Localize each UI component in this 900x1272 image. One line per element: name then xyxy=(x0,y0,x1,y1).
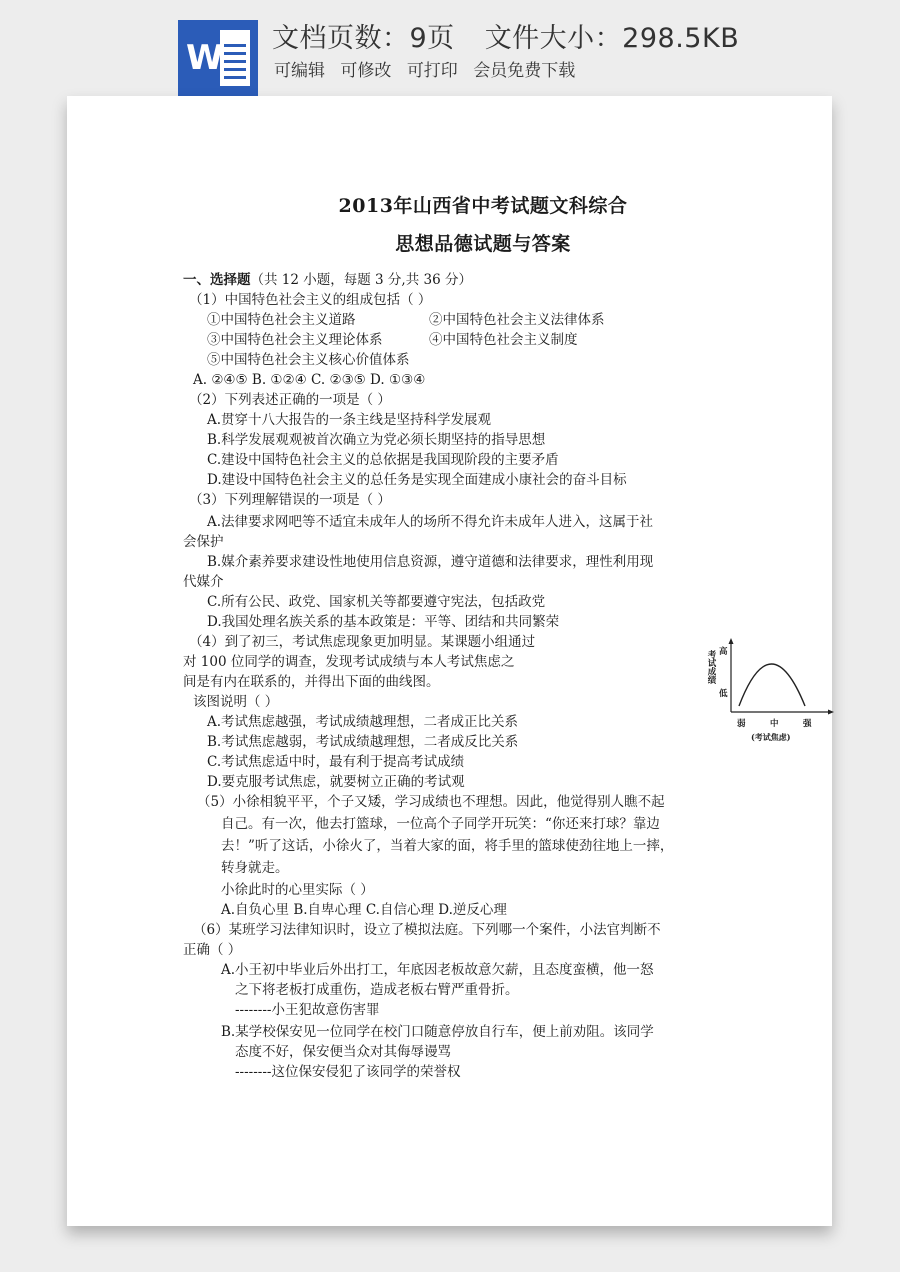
document-banner xyxy=(0,0,900,96)
option-line: ②中国特色社会主义法律体系 xyxy=(429,312,605,328)
question-line: （4）到了初三，考试焦虑现象更加明显。某课题小组通过 xyxy=(189,634,536,650)
doc-title: 2013年山西省中考试题文科综合 xyxy=(338,195,628,217)
option-line: ⑤中国特色社会主义核心价值体系 xyxy=(207,352,410,368)
option-line: D.要克服考试焦虑，就要树立正确的考试观 xyxy=(207,774,465,790)
question-line: 小徐此时的心里实际（ ） xyxy=(221,882,374,898)
option-verdict: --------这位保安侵犯了该同学的荣誉权 xyxy=(235,1064,461,1080)
file-size: 文件大小：298.5KB xyxy=(484,23,740,54)
option-line: C.建设中国特色社会主义的总依据是我国现阶段的主要矛盾 xyxy=(207,452,559,468)
page-count: 文档页数：9页 xyxy=(272,23,455,54)
answer-choices: A.自负心里 B.自卑心理 C.自信心理 D.逆反心理 xyxy=(221,902,507,918)
question-line: （5）小徐相貌平平，个子又矮，学习成绩也不理想。因此，他觉得别人瞧不起 xyxy=(197,794,665,810)
doc-subtitle: 思想品德试题与答案 xyxy=(395,233,571,255)
option-line: B.媒介素养要求建设性地使用信息资源，遵守道德和法律要求，理性利用现 xyxy=(207,554,654,570)
question-line: 自己。有一次，他去打篮球，一位高个子同学开玩笑：“你还来打球？靠边 xyxy=(221,816,660,832)
feature-editable: 可编辑 xyxy=(274,61,325,81)
option-line: C.所有公民、政党、国家机关等都要遵守宪法，包括政党 xyxy=(207,594,546,610)
chart-x-arrow xyxy=(828,710,834,715)
option-line: A.小王初中毕业后外出打工，年底因老板故意欠薪，且态度蛮横，他一怒 xyxy=(221,962,654,978)
chart-x-strong: 强 xyxy=(803,719,812,729)
feature-list xyxy=(274,56,585,81)
question-line: 去！”听了这话，小徐火了，当着大家的面，将手里的篮球使劲往地上一摔， xyxy=(221,838,674,854)
option-line: B.考试焦虑越弱，考试成绩越理想，二者成反比关系 xyxy=(207,734,519,750)
section-note: （共 12 小题，每题 3 分,共 36 分） xyxy=(250,272,472,288)
chart-y-label: 考试成绩 xyxy=(706,650,716,684)
question-line: 转身就走。 xyxy=(221,860,289,876)
option-verdict: --------小王犯故意伤害罪 xyxy=(235,1002,380,1018)
document-page xyxy=(67,96,832,1226)
chart-x-mid: 中 xyxy=(770,719,779,729)
chart-x-label: (考试焦虑) xyxy=(751,732,791,742)
anxiety-score-curve xyxy=(706,636,843,746)
question-line: （3）下列理解错误的一项是（ ） xyxy=(189,492,391,508)
section-heading xyxy=(183,270,472,290)
question-line: （6）某班学习法律知识时，设立了模拟法庭。下列哪一个案件，小法官判断不 xyxy=(193,922,661,938)
question-line: 间是有内在联系的，并得出下面的曲线图。 xyxy=(183,674,440,690)
question-line: （1）中国特色社会主义的组成包括（ ） xyxy=(189,292,432,308)
option-line: B.科学发展观观被首次确立为党必须长期坚持的指导思想 xyxy=(207,432,546,448)
option-line: 代媒介 xyxy=(183,574,224,590)
question-line: （2）下列表述正确的一项是（ ） xyxy=(189,392,391,408)
option-line: ①中国特色社会主义道路 xyxy=(207,312,356,328)
option-line: 态度不好，保安便当众对其侮辱谩骂 xyxy=(235,1044,451,1060)
option-line: ③中国特色社会主义理论体系 xyxy=(207,332,383,348)
option-line: A.法律要求网吧等不适宜未成年人的场所不得允许未成年人进入，这属于社 xyxy=(207,514,654,530)
chart-x-weak: 弱 xyxy=(737,719,746,729)
option-line: D.我国处理名族关系的基本政策是：平等、团结和共同繁荣 xyxy=(207,614,560,630)
word-file-icon xyxy=(178,20,258,96)
question-line: 该图说明（ ） xyxy=(193,694,279,710)
option-line: 会保护 xyxy=(183,534,224,550)
chart-curve xyxy=(739,664,805,706)
option-line: B.某学校保安见一位同学在校门口随意停放自行车，便上前劝阻。该同学 xyxy=(221,1024,654,1040)
section-title: 一、选择题 xyxy=(183,272,251,288)
option-line: A.考试焦虑越强，考试成绩越理想，二者成正比关系 xyxy=(207,714,519,730)
option-line: ④中国特色社会主义制度 xyxy=(429,332,578,348)
option-line: A.贯穿十八大报告的一条主线是坚持科学发展观 xyxy=(207,412,492,428)
option-line: D.建设中国特色社会主义的总任务是实现全面建成小康社会的奋斗目标 xyxy=(207,472,627,488)
option-line: 之下将老板打成重伤，造成老板右臂严重骨折。 xyxy=(235,982,519,998)
word-logo-letter: W xyxy=(186,38,224,78)
answer-choices: A. ②④⑤ B. ①②④ C. ②③⑤ D. ①③④ xyxy=(193,372,426,388)
chart-y-high: 高 xyxy=(719,647,728,657)
feature-member-download: 会员免费下载 xyxy=(473,61,576,81)
chart-y-low: 低 xyxy=(719,689,728,699)
option-line: C.考试焦虑适中时，最有利于提高考试成绩 xyxy=(207,754,465,770)
question-line: 对 100 位同学的调查，发现考试成绩与本人考试焦虑之 xyxy=(183,654,515,670)
feature-modifiable: 可修改 xyxy=(340,61,392,81)
feature-printable: 可打印 xyxy=(406,61,458,81)
file-info xyxy=(272,16,739,55)
chart-y-arrow xyxy=(729,638,734,644)
question-line: 正确（ ） xyxy=(183,942,242,958)
